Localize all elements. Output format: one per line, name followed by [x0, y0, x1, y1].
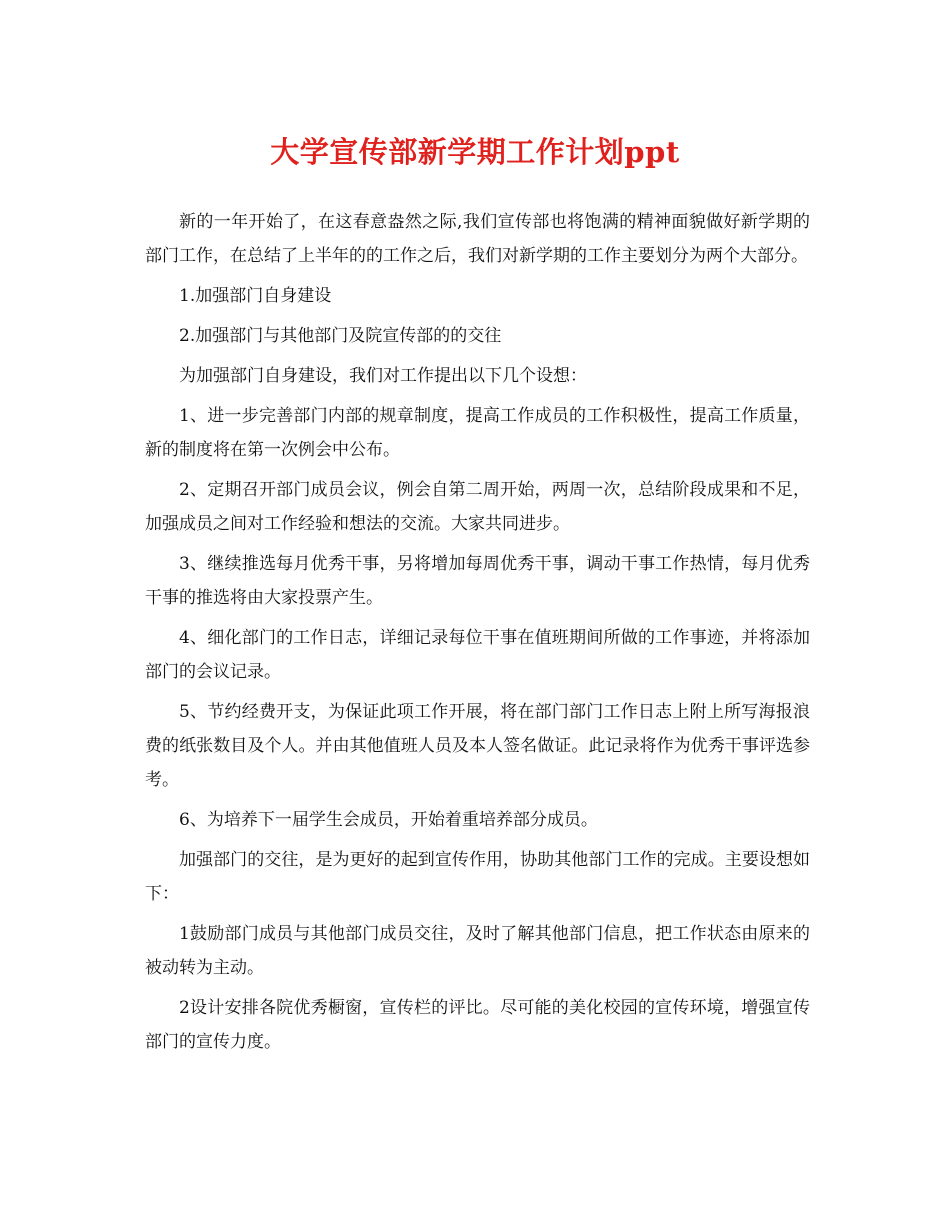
paragraph-item-2: 2.加强部门与其他部门及院宣传部的的交往: [179, 326, 502, 346]
paragraph-plan-1: 1、进一步完善部门内部的规章制度，提高工作成员的工作积极性，提高工作质量，新的制度将在第一次例会中公布。: [145, 406, 810, 460]
paragraph-self-building-intro: 为加强部门自身建设，我们对工作提出以下几个设想：: [179, 366, 587, 386]
paragraph-communication-2: 2设计安排各院优秀橱窗，宣传栏的评比。尽可能的美化校园的宣传环境，增强宣传部门的宣传力度。: [145, 998, 810, 1052]
paragraph-plan-3: 3、继续推选每月优秀干事，另将增加每周优秀干事，调动干事工作热情，每月优秀干事的推选将由大家投票产生。: [145, 554, 810, 608]
paragraph-intro: 新的一年开始了，在这春意盎然之际,我们宣传部也将饱满的精神面貌做好新学期的部门工作，在总结了上半年的的工作之后，我们对新学期的工作主要划分为两个大部分。: [145, 212, 810, 266]
document-body: [145, 205, 810, 1065]
paragraph-plan-6: 6、为培养下一届学生会成员，开始着重培养部分成员。: [179, 810, 598, 830]
paragraph-plan-4: 4、细化部门的工作日志，详细记录每位干事在值班期间所做的工作事迹，并将添加部门的会议记录。: [145, 628, 810, 682]
paragraph-item-1: 1.加强部门自身建设: [179, 286, 332, 306]
paragraph-communication-1: 1鼓励部门成员与其他部门成员交往，及时了解其他部门信息，把工作状态由原来的被动转为主动。: [145, 924, 810, 978]
document-title: 大学宣传部新学期工作计划ppt: [270, 135, 680, 169]
paragraph-communication-intro: 加强部门的交往，是为更好的起到宣传作用，协助其他部门工作的完成。主要设想如下：: [145, 850, 810, 904]
paragraph-plan-2: 2、定期召开部门成员会议，例会自第二周开始，两周一次，总结阶段成果和不足，加强成员之间对工作经验和想法的交流。大家共同进步。: [145, 480, 810, 534]
paragraph-plan-5: 5、节约经费开支，为保证此项工作开展，将在部门部门工作日志上附上所写海报浪费的纸张数目及个人。并由其他值班人员及本人签名做证。此记录将作为优秀干事评选参考。: [145, 702, 810, 790]
